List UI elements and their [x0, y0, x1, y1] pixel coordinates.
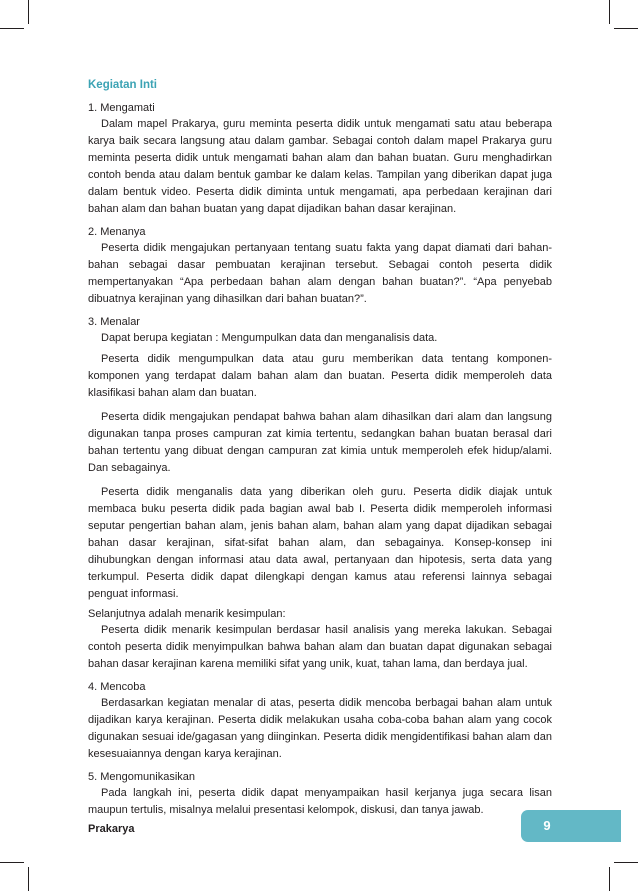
crop-mark-top-left-h — [0, 28, 24, 29]
paragraph: Pada langkah ini, peserta didik dapat menyampaikan hasil kerjanya juga secara lisan maupun tertulis, misalnya melalui presentasi kelompok, diskusi, dan tanya jawab. — [88, 787, 552, 816]
section-menalar — [88, 315, 552, 673]
section-menanya — [88, 225, 552, 308]
crop-mark-top-left-v — [28, 0, 29, 24]
section-mengamati — [88, 101, 552, 218]
crop-mark-bottom-left-h — [0, 862, 24, 863]
paragraph: Peserta didik menganalis data yang diberikan oleh guru. Peserta didik diajak untuk membaca buku peserta didik pada bagian awal bab I. Peserta didik memperoleh informasi seputar pengertian bahan alam, jenis bahan alam, bahan alam yang dapat dijadikan sebagai bahan dasar kerajinan, sifat-sifat bahan alam, dan sebagainya. Konsep-konsep ini dihubungkan dengan informasi atau data awal, pertanyaan dan hipotesis, serta data yang terkumpul. Peserta didik dapat dilengkapi dengan kamus atau referensi lainnya sebagai penguat informasi. — [88, 486, 552, 600]
section-title: 2. Menanya — [88, 226, 146, 238]
section-mencoba — [88, 680, 552, 763]
page-number: 9 — [543, 818, 551, 833]
section-title: 1. Mengamati — [88, 102, 155, 114]
book-title: Prakarya — [88, 823, 135, 835]
section-intro: Dapat berupa kegiatan : Mengumpulkan data dan menganalisis data. — [101, 332, 438, 344]
paragraph: Peserta didik mengajukan pertanyaan tentang suatu fakta yang dapat diamati dari bahan-bahan sebagai dasar pembuatan kerajinan tersebut. Sebagai contoh peserta didik mempertanyakan “Apa perbedaan bahan alam dengan bahan buatan?”. “Apa penyebab dibuatnya kerajinan yang dihasilkan dari bahan buatan?”. — [88, 242, 552, 305]
paragraph: Berdasarkan kegiatan menalar di atas, peserta didik mencoba berbagai bahan alam untuk dijadikan karya kerajinan. Peserta didik melakukan usaha coba-coba bahan alam yang cocok digunakan sesuai ide/gagasan yang diinginkan. Peserta didik mengidentifikasi bahan alam dan kesesuaiannya dengan karya kerajinan. — [88, 697, 552, 760]
paragraph: Peserta didik mengumpulkan data atau guru memberikan data tentang komponen-komponen yang terdapat dalam bahan alam dan buatan. Peserta didik memperoleh data klasifikasi bahan alam dan buatan. — [88, 353, 552, 399]
paragraph: Dalam mapel Prakarya, guru meminta peserta didik untuk mengamati satu atau beberapa karya baik secara langsung atau dalam gambar. Sebagai contoh dalam mapel Prakarya guru meminta peserta didik untuk mengamati bahan alam dan bahan buatan. Guru menghadirkan contoh benda atau dalam bentuk gambar ke dalam kelas. Tampilan yang diberikan dapat juga dalam bentuk video. Peserta didik diminta untuk mengamati, apa perbedaan kerajinan dari bahan alam dan bahan buatan yang dapat dijadikan bahan dasar kerajinan. — [88, 118, 552, 215]
crop-mark-bottom-right-v — [609, 867, 610, 891]
section-heading: Kegiatan Inti — [88, 79, 158, 91]
page-content — [88, 78, 552, 819]
paragraph: Peserta didik mengajukan pendapat bahwa bahan alam dihasilkan dari alam dan langsung digunakan tanpa proses campuran zat kimia tertentu, sedangkan bahan buatan berasal dari bahan tertentu yang dibuat dengan campuran zat kimia untuk memperoleh efek hidup/alami. Dan sebagainya. — [88, 411, 552, 474]
crop-mark-top-right-v — [609, 0, 610, 24]
page-number-tab — [521, 810, 621, 842]
section-title: 3. Menalar — [88, 316, 140, 328]
section-title: 4. Mencoba — [88, 681, 146, 693]
conclusion-label: Selanjutnya adalah menarik kesimpulan: — [88, 608, 286, 620]
section-mengomunikasikan — [88, 770, 552, 819]
paragraph: Peserta didik menarik kesimpulan berdasar hasil analisis yang mereka lakukan. Sebagai contoh peserta didik menyimpulkan bahwa bahan alam dan buatan dapat digunakan sebagai bahan dasar kerajinan karena memiliki sifat yang unik, kuat, tahan lama, dan berdaya jual. — [88, 624, 552, 670]
crop-mark-top-right-h — [614, 28, 638, 29]
crop-mark-bottom-right-h — [614, 862, 638, 863]
section-title: 5. Mengomunikasikan — [88, 771, 196, 783]
crop-mark-bottom-left-v — [28, 867, 29, 891]
